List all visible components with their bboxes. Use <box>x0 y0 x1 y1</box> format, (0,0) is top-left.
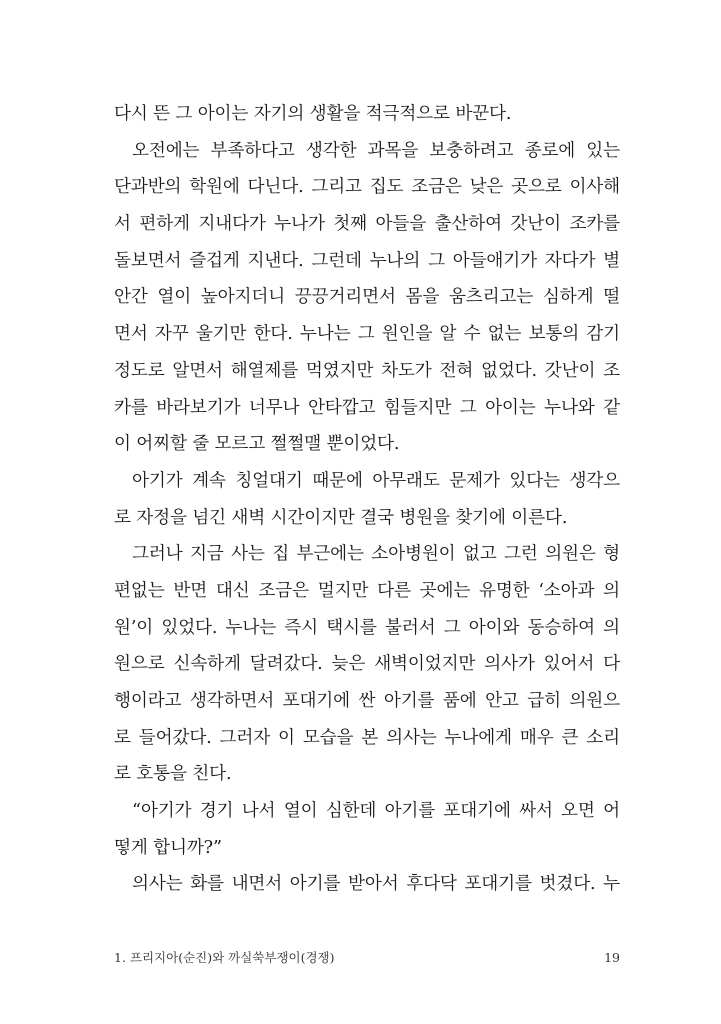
text-line: 로 자정을 넘긴 새벽 시간이지만 결국 병원을 찾기에 이른다. <box>114 507 568 528</box>
text-line: 안간 열이 높아지더니 끙끙거리면서 몸을 움츠리고는 심하게 떨 <box>114 287 620 308</box>
text-line: 서 편하게 지내다가 누나가 첫째 아들을 출산하여 갓난이 조카를 <box>114 214 620 235</box>
text-line: 로 들어갔다. 그러자 이 모습을 본 의사는 누나에게 매우 큰 소리 <box>114 727 620 748</box>
page-footer <box>114 946 620 970</box>
text-line: 오전에는 부족하다고 생각한 과목을 보충하려고 종로에 있는 <box>132 140 620 161</box>
text-line: 행이라고 생각하면서 포대기에 싼 아기를 품에 안고 급히 의원으 <box>114 691 620 711</box>
text-line: “아기가 경기 나서 열이 심한데 아기를 포대기에 싸서 오면 어 <box>132 801 620 822</box>
text-line: 떻게 합니까?” <box>114 837 222 858</box>
running-chapter-title: 1. 프리지아(순진)와 까실쑥부쟁이(경쟁) <box>114 950 335 965</box>
text-line: 이 어찌할 줄 모르고 쩔쩔맬 뿐이었다. <box>114 434 400 455</box>
page-number: 19 <box>604 950 620 965</box>
text-line: 면서 자꾸 울기만 한다. 누나는 그 원인을 알 수 없는 보통의 감기 <box>114 324 620 345</box>
text-line: 편없는 반면 대신 조금은 멀지만 다른 곳에는 유명한 ‘소아과 의 <box>114 580 620 601</box>
text-line: 그러나 지금 사는 집 부근에는 소아병원이 없고 그런 의원은 형 <box>132 544 620 565</box>
text-line: 로 호통을 친다. <box>114 764 232 785</box>
text-line: 원으로 신속하게 달려갔다. 늦은 새벽이었지만 의사가 있어서 다 <box>114 654 620 675</box>
text-line: 돌보면서 즐겁게 지낸다. 그런데 누나의 그 아들애기가 자다가 별 <box>114 250 620 271</box>
text-line: 원’이 있었다. 누나는 즉시 택시를 불러서 그 아이와 동승하여 의 <box>114 617 620 638</box>
text-line: 정도로 알면서 해열제를 먹였지만 차도가 전혀 없었다. 갓난이 조 <box>114 360 620 381</box>
text-line: 아기가 계속 칭얼대기 때문에 아무래도 문제가 있다는 생각으 <box>132 470 620 491</box>
body-text <box>114 96 620 903</box>
text-line: 카를 바라보기가 너무나 안타깝고 힘들지만 그 아이는 누나와 같 <box>114 397 620 418</box>
text-line: 다시 뜬 그 아이는 자기의 생활을 적극적으로 바꾼다. <box>114 104 512 124</box>
text-line: 단과반의 학원에 다닌다. 그리고 집도 조금은 낮은 곳으로 이사해 <box>114 177 620 198</box>
text-line: 의사는 화를 내면서 아기를 받아서 후다닥 포대기를 벗겼다. 누 <box>132 874 620 895</box>
